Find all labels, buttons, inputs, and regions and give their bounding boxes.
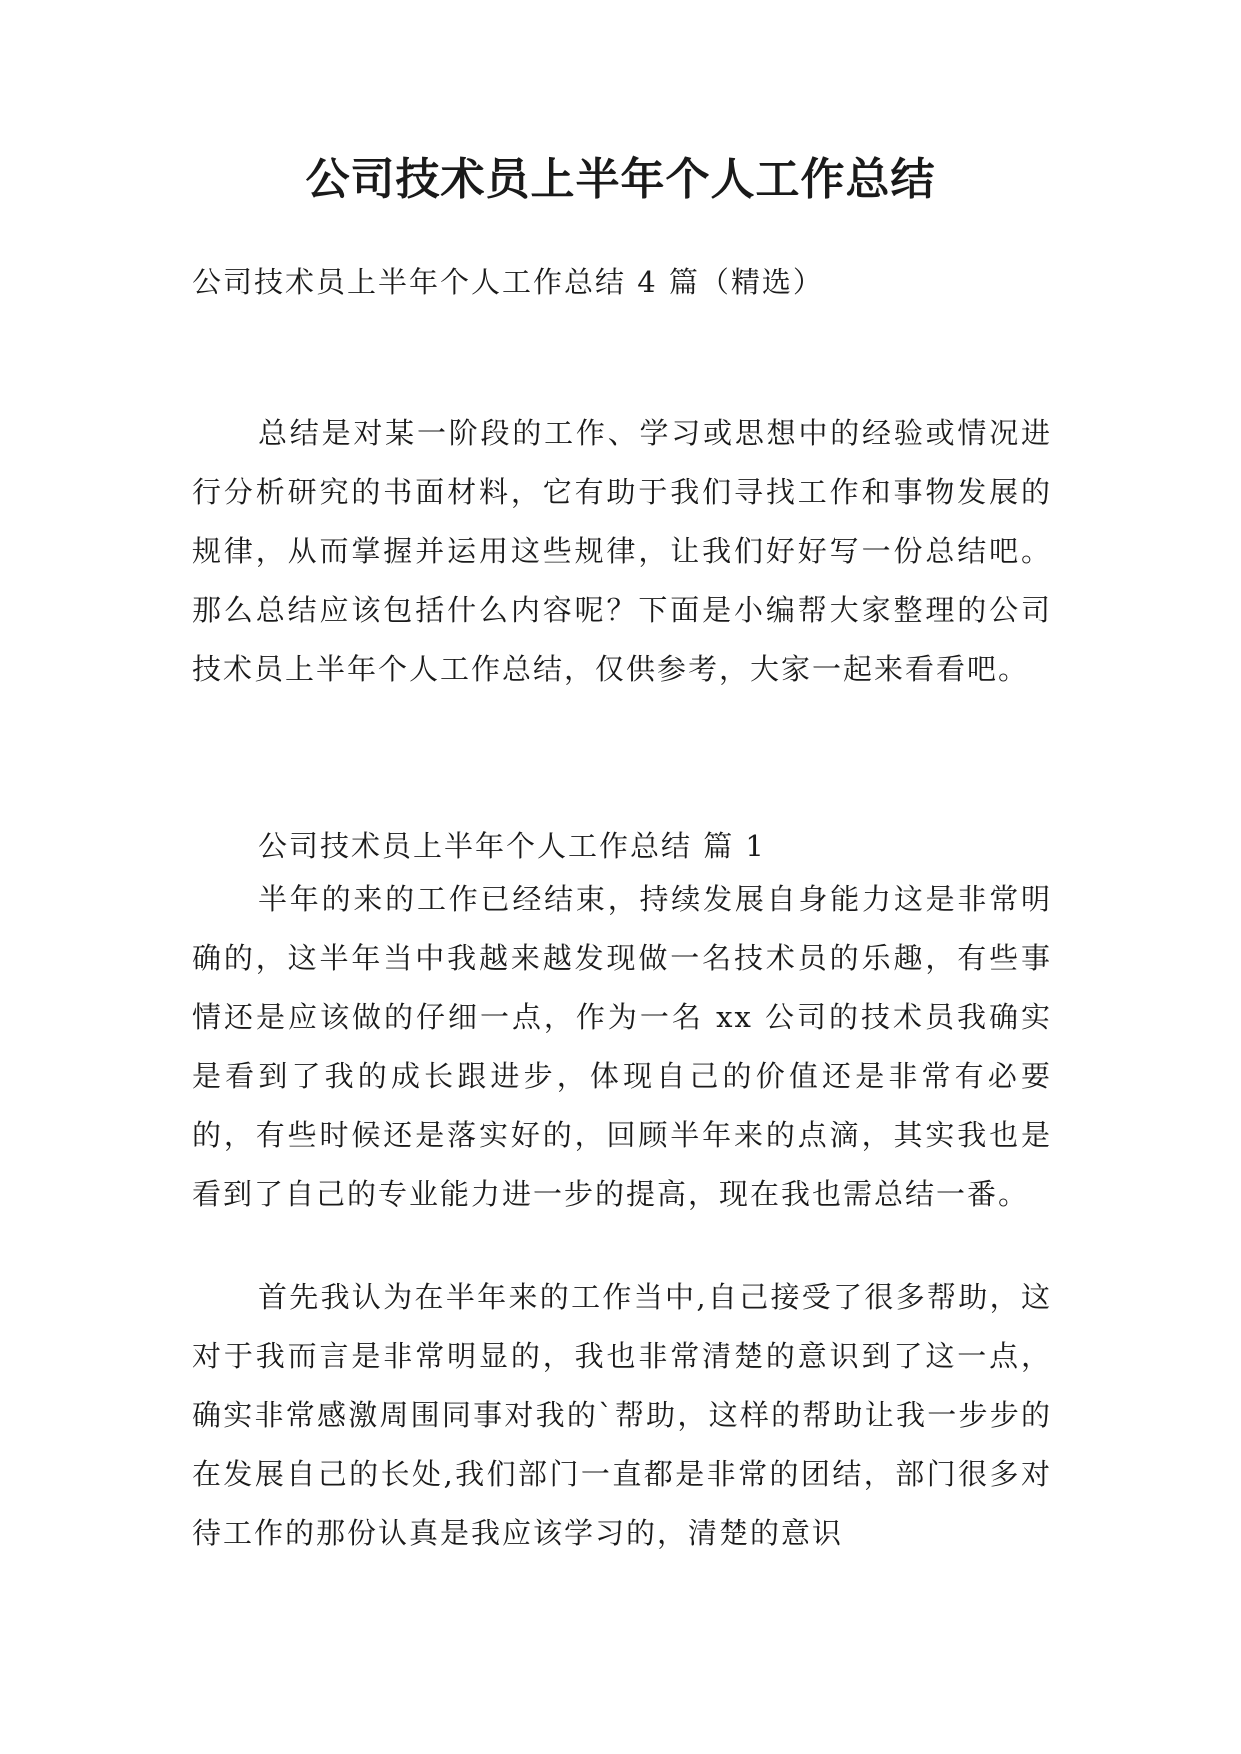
document-subtitle: 公司技术员上半年个人工作总结 4 篇（精选）: [192, 265, 824, 299]
document-title: 公司技术员上半年个人工作总结: [305, 154, 936, 205]
body-paragraph-1: 半年的来的工作已经结束，持续发展自身能力这是非常明确的，这半年当中我越来越发现做一名技术员的乐趣，有些事情还是应该做的仔细一点，作为一名 xx 公司的技术员我确实是看到了我的成长跟进步，体现自己的价值还是非常有必要的，有些时候还是落实好的，回顾半年来的点滴，其实我也是看到了自己的专业能力进一步的提高，现在我也需总结一番。: [192, 882, 1052, 1211]
body-paragraph-2: 首先我认为在半年来的工作当中,自己接受了很多帮助，这对于我而言是非常明显的，我也非常清楚的意识到了这一点，确实非常感激周围同事对我的`帮助，这样的帮助让我一步步的在发展自己的长处,我们部门一直都是非常的团结，部门很多对待工作的那份认真是我应该学习的，清楚的意识: [192, 1280, 1052, 1550]
section-heading: 公司技术员上半年个人工作总结 篇 1: [258, 829, 766, 863]
intro-paragraph: 总结是对某一阶段的工作、学习或思想中的经验或情况进行分析研究的书面材料，它有助于我们寻找工作和事物发展的规律，从而掌握并运用这些规律，让我们好好写一份总结吧。那么总结应该包括什么内容呢？下面是小编帮大家整理的公司技术员上半年个人工作总结，仅供参考，大家一起来看看吧。: [192, 416, 1052, 686]
